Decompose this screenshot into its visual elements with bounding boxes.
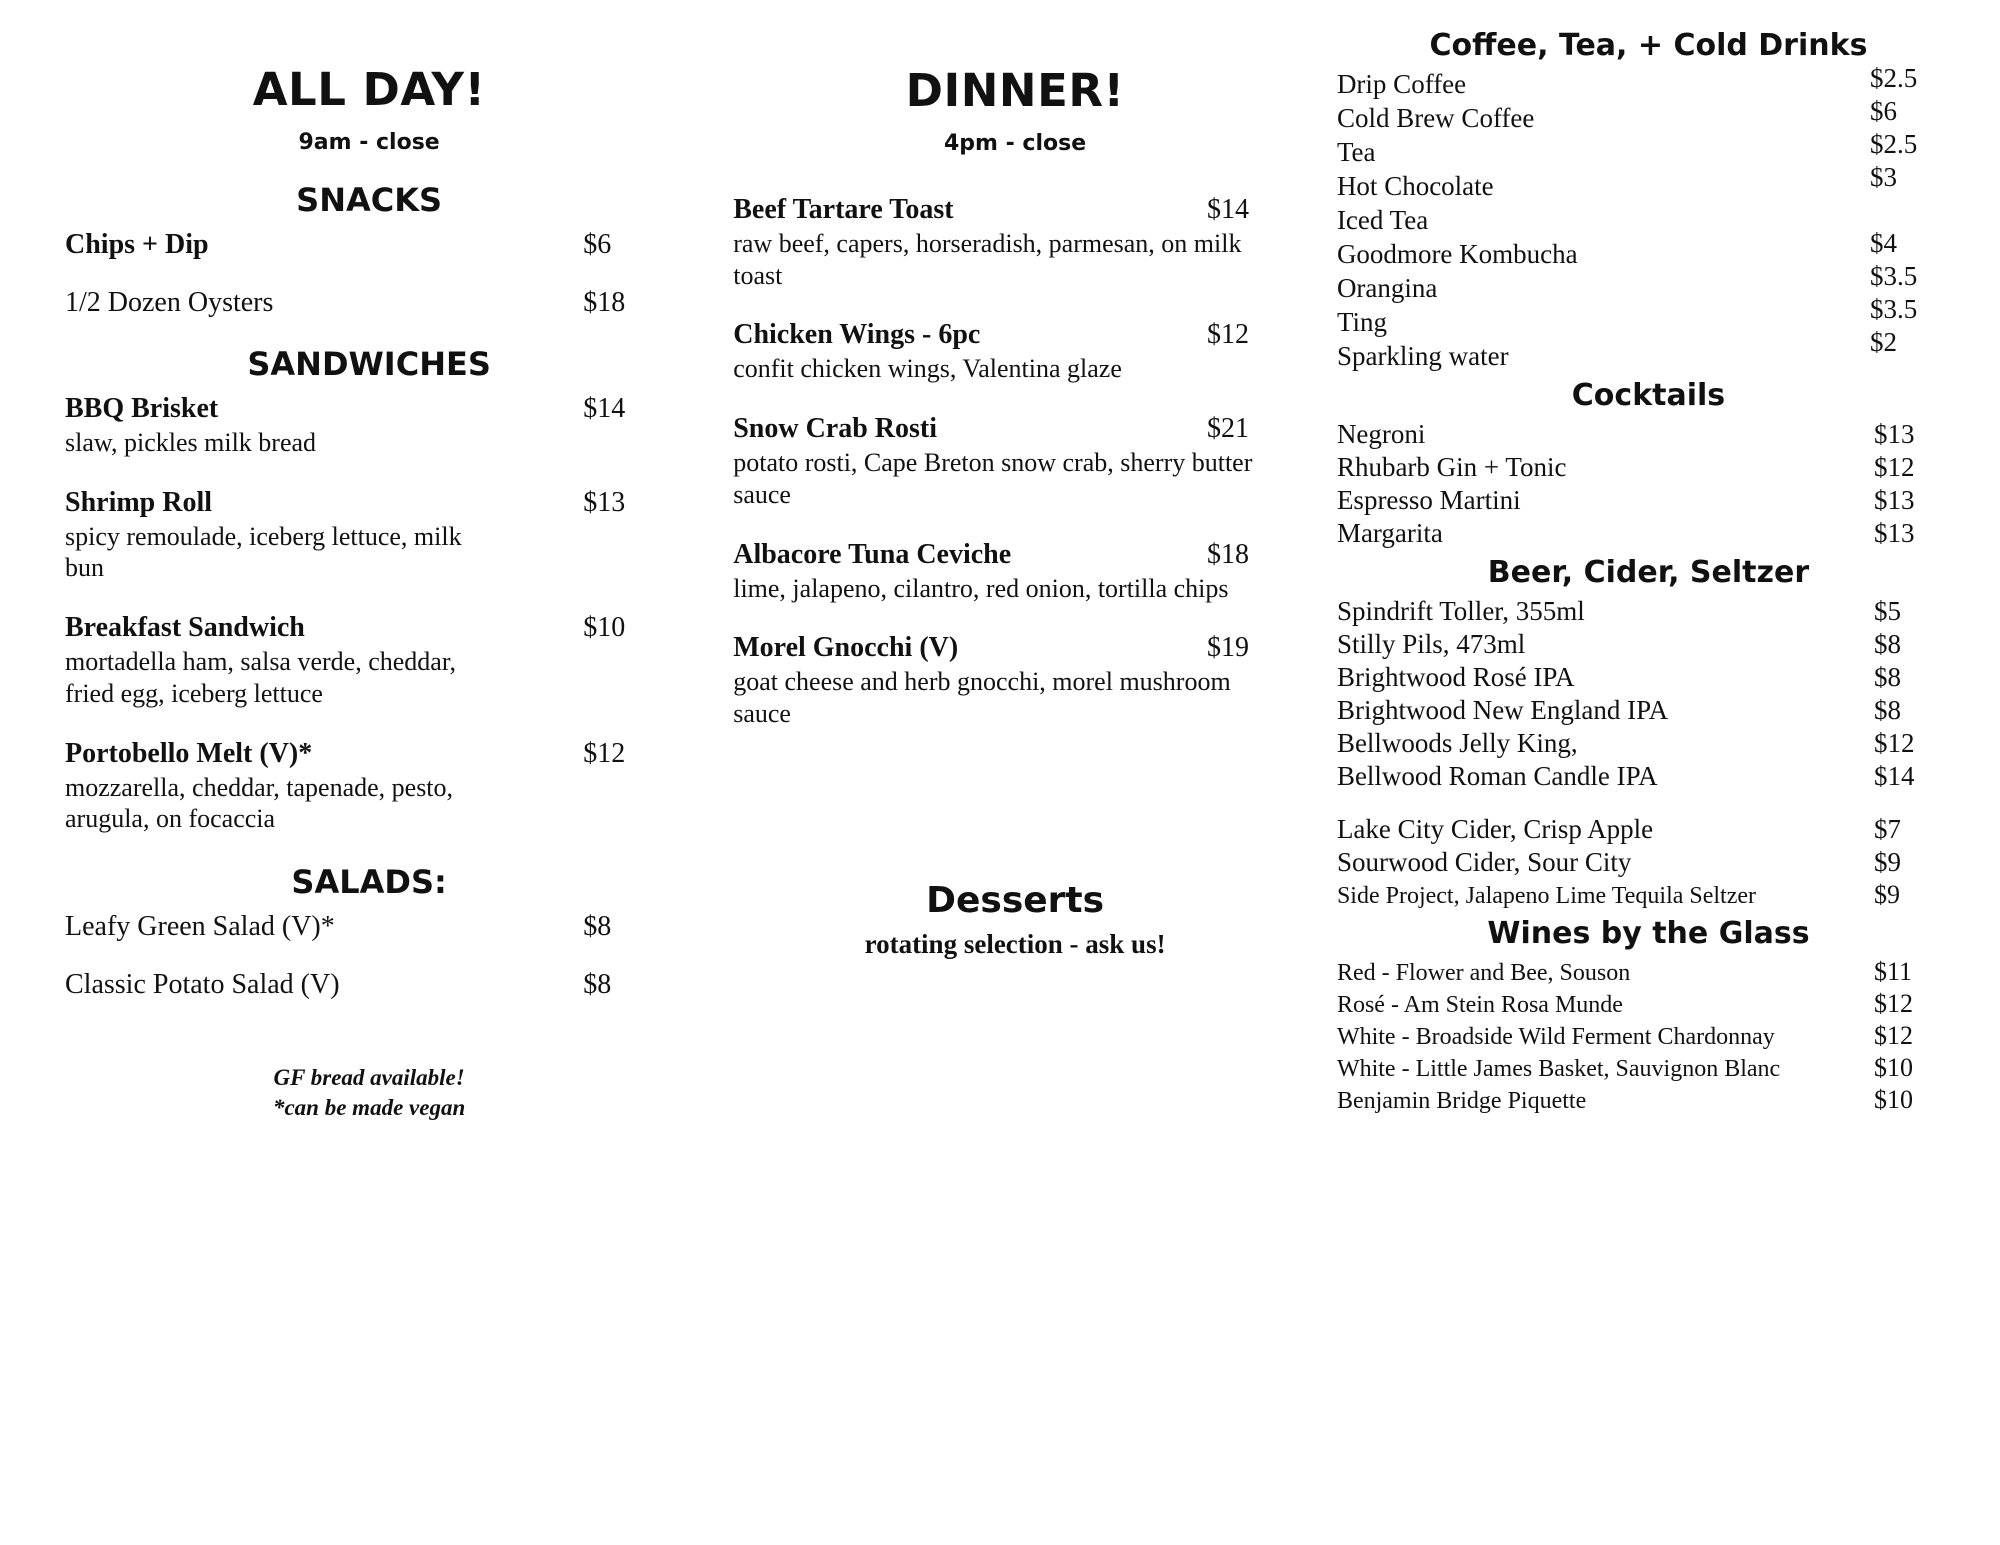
item-price: $12 (1874, 1021, 1913, 1050)
item-name: Snow Crab Rosti (733, 413, 938, 445)
item-description: mortadella ham, salsa verde, cheddar, fried egg, iceberg lettuce (65, 647, 456, 708)
item-name: Tea (1336, 137, 1376, 167)
item-name: Espresso Martini (1336, 485, 1521, 515)
item-name: Side Project, Jalapeno Lime Tequila Seltzer (1336, 883, 1757, 909)
item-price: $2.5 (1870, 129, 1918, 159)
item-name: Drip Coffee (1336, 69, 1467, 99)
item-name: BBQ Brisket (65, 393, 219, 424)
dinner-hours: 4pm - close (944, 131, 1087, 156)
item-name: Ting (1336, 307, 1387, 337)
list-item (65, 287, 673, 319)
item-name: Shrimp Roll (65, 486, 213, 518)
item-price: $13 (1874, 485, 1915, 515)
item-price: $18 (1206, 538, 1249, 570)
item-price: $2 (1870, 327, 1897, 357)
list-item (1337, 814, 1960, 845)
item-price: $12 (1206, 319, 1249, 351)
item-price: $3.5 (1870, 261, 1918, 291)
item-name: Negroni (1336, 419, 1426, 449)
item-price: $13 (1874, 518, 1915, 548)
list-item (1337, 629, 1960, 660)
beer-heading: Beer, Cider, Seltzer (1487, 555, 1810, 590)
list-item (1337, 847, 1960, 878)
item-price: $21 (1206, 413, 1249, 445)
list-item (1337, 728, 1960, 759)
all-day-column (30, 18, 703, 1535)
item-name: Classic Potato Salad (V) (65, 969, 340, 1001)
item-name: Portobello Melt (V)* (65, 737, 313, 769)
item-name: White - Broadside Wild Ferment Chardonnay (1336, 1024, 1775, 1050)
item-price: $5 (1874, 596, 1901, 626)
item-description: mozzarella, cheddar, tapenade, pesto, arugula, on focaccia (65, 772, 454, 834)
list-item (1337, 989, 1960, 1019)
item-description: spicy remoulade, iceberg lettuce, milk bun (65, 521, 462, 583)
item-price: $6 (1870, 96, 1897, 126)
list-item (65, 911, 673, 943)
item-price: $10 (1874, 1053, 1913, 1082)
desserts-heading: Desserts (926, 879, 1105, 921)
list-item (1337, 1085, 1960, 1115)
item-price: $12 (1874, 728, 1915, 758)
dinner-title: DINNER! (905, 64, 1125, 117)
item-name: Breakfast Sandwich (65, 612, 305, 644)
item-price: $4 (1870, 228, 1897, 258)
item-name: Rhubarb Gin + Tonic (1336, 452, 1567, 482)
list-item (1337, 761, 1960, 792)
item-name: Bellwood Roman Candle IPA (1336, 761, 1658, 791)
item-price: $3.5 (1870, 294, 1918, 324)
item-price: $9 (1874, 880, 1900, 909)
item-name: White - Little James Basket, Sauvignon Blanc (1336, 1056, 1781, 1082)
list-item (65, 229, 673, 261)
item-name: Lake City Cider, Crisp Apple (1336, 814, 1654, 844)
item-price: $10 (583, 612, 626, 644)
salads-heading: SALADS: (291, 863, 447, 902)
list-item (1337, 485, 1960, 516)
item-name: Leafy Green Salad (V)* (65, 911, 335, 943)
item-description: slaw, pickles milk bread (65, 428, 317, 457)
list-item (1337, 452, 1960, 483)
item-name: Morel Gnocchi (V) (733, 632, 959, 664)
item-price: $14 (583, 393, 626, 424)
menu-item (733, 194, 1297, 291)
menu-item (733, 632, 1297, 729)
item-name: Benjamin Bridge Piquette (1336, 1088, 1587, 1114)
dinner-column (703, 18, 1317, 1535)
item-price: $12 (583, 737, 626, 769)
item-price: $3 (1870, 162, 1897, 192)
item-name: Sourwood Cider, Sour City (1336, 847, 1632, 877)
cocktails-heading: Cocktails (1571, 378, 1726, 413)
menu-item (65, 487, 673, 584)
footnote-line-1: GF bread available! (273, 1065, 465, 1091)
all-day-title: ALL DAY! (252, 63, 486, 116)
wines-heading: Wines by the Glass (1487, 916, 1810, 951)
item-price: $13 (1874, 419, 1915, 449)
item-price: $12 (1874, 452, 1915, 482)
item-price: $13 (583, 486, 626, 518)
list-item (65, 969, 673, 1001)
list-item (1337, 518, 1960, 549)
desserts-subtext: rotating selection - ask us! (864, 928, 1166, 959)
item-price: $18 (583, 287, 626, 318)
menu-item (733, 413, 1297, 510)
item-price: $8 (1874, 662, 1901, 692)
list-item (1337, 1053, 1960, 1083)
item-name: Sparkling water (1336, 341, 1509, 371)
item-price: $10 (1874, 1085, 1913, 1114)
item-name: Spindrift Toller, 355ml (1336, 596, 1585, 626)
item-price: $2.5 (1870, 63, 1918, 93)
menu-item (65, 738, 673, 835)
item-name: Chicken Wings - 6pc (733, 319, 981, 351)
item-name: Red - Flower and Bee, Souson (1336, 960, 1631, 986)
item-description: potato rosti, Cape Breton snow crab, sherry butter sauce (733, 448, 1253, 509)
menu-item (733, 539, 1297, 605)
item-price (1870, 195, 1950, 228)
item-price: $12 (1874, 989, 1913, 1018)
item-price: $7 (1874, 814, 1901, 844)
item-name: Brightwood Rosé IPA (1336, 662, 1575, 692)
item-price: $8 (583, 911, 612, 943)
item-name: Brightwood New England IPA (1336, 695, 1669, 725)
item-name: Stilly Pils, 473ml (1336, 629, 1526, 659)
drinks-column (1317, 18, 1970, 1535)
all-day-hours: 9am - close (298, 130, 440, 155)
list-item (1337, 596, 1960, 627)
item-name: Albacore Tuna Ceviche (733, 538, 1012, 570)
item-price: $11 (1874, 957, 1913, 986)
coffee-heading: Coffee, Tea, + Cold Drinks (1429, 28, 1868, 63)
snacks-heading: SNACKS (296, 181, 443, 219)
list-item (1337, 695, 1960, 726)
item-price: $8 (583, 969, 612, 1001)
list-item (1337, 662, 1960, 693)
item-name: Hot Chocolate (1336, 171, 1494, 201)
divider (1337, 794, 1960, 814)
item-price: $14 (1206, 194, 1249, 225)
coffee-list (1336, 63, 1960, 372)
list-item (1337, 419, 1960, 450)
list-item (1337, 880, 1960, 910)
menu-item (65, 393, 673, 459)
menu-footnote (65, 1063, 673, 1123)
item-name: Rosé - Am Stein Rosa Munde (1336, 992, 1623, 1018)
item-name: Iced Tea (1336, 205, 1429, 235)
menu-item (733, 319, 1297, 385)
item-price: $9 (1874, 847, 1901, 877)
item-name: Cold Brew Coffee (1336, 103, 1535, 133)
item-name: Beef Tartare Toast (733, 194, 954, 225)
item-name: Bellwoods Jelly King, (1336, 728, 1578, 758)
item-description: confit chicken wings, Valentina glaze (733, 354, 1122, 384)
item-name: Orangina (1336, 273, 1438, 303)
item-description: goat cheese and herb gnocchi, morel mushroom sauce (733, 667, 1231, 729)
item-price: $8 (1874, 629, 1901, 659)
item-price: $19 (1206, 632, 1249, 664)
item-price: $14 (1874, 761, 1915, 791)
menu-item (65, 612, 673, 709)
list-item (1337, 957, 1960, 987)
item-price: $6 (583, 229, 612, 260)
item-description: lime, jalapeno, cilantro, red onion, tortilla chips (733, 573, 1229, 603)
footnote-line-2: *can be made vegan (272, 1094, 466, 1120)
item-name: Margarita (1336, 518, 1443, 548)
item-price: $8 (1874, 695, 1901, 725)
item-name: 1/2 Dozen Oysters (65, 287, 274, 318)
item-name: Chips + Dip (65, 229, 209, 260)
item-name: Goodmore Kombucha (1336, 239, 1578, 269)
sandwiches-heading: SANDWICHES (247, 345, 491, 383)
item-description: raw beef, capers, horseradish, parmesan, on milk toast (733, 229, 1242, 290)
list-item (1337, 1021, 1960, 1051)
